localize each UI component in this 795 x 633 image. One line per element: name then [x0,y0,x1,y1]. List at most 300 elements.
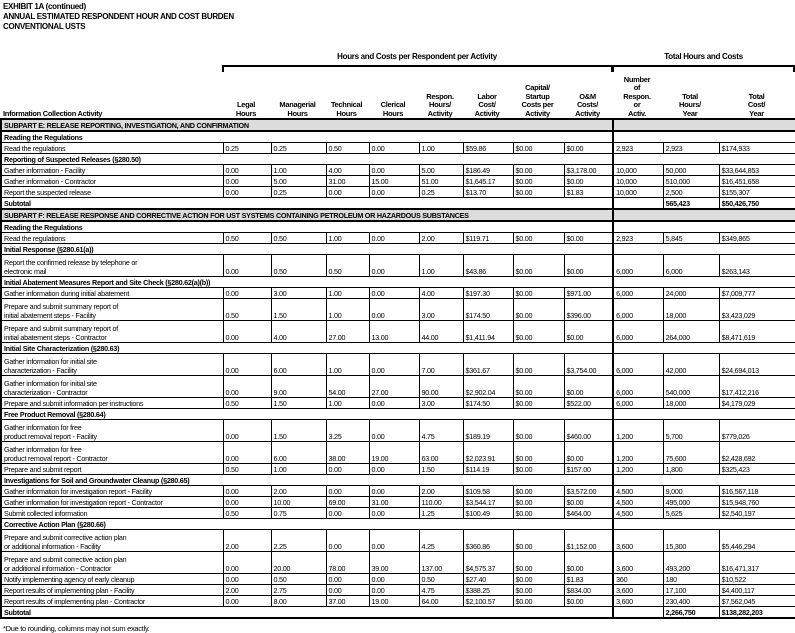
value-cell: $1,645.17 [463,176,513,187]
value-cell: 10,000 [613,187,663,198]
value-cell: 0.50 [326,255,369,277]
value-cell: 5,625 [663,508,719,519]
value-cell: 0.00 [223,321,271,343]
table-row [1,233,795,244]
value-cell: 0.00 [369,187,419,198]
value-cell: 6,000 [613,288,663,299]
column-header-line: Activity [575,108,600,118]
value-cell: 3,600 [613,585,663,596]
column-header [662,70,718,118]
activity-cell [1,574,223,585]
value-cell: 1.00 [271,165,326,176]
value-cell: 15.00 [369,176,419,187]
activity-cell [1,464,223,475]
value-cell: 1.00 [326,288,369,299]
column-header-line: Activity [427,108,453,118]
value-cell: 1.50 [271,398,326,409]
value-cell: $0.00 [513,255,564,277]
value-cell: $7,009,777 [719,288,795,299]
group-blank [613,131,795,143]
value-cell: 2.25 [271,530,326,552]
value-cell: 2.00 [419,233,463,244]
group-blank [613,343,795,354]
activity-text: Report results of implementing plan - Facility [4,586,135,595]
value-cell: 0.00 [223,255,271,277]
value-cell: 495,000 [663,497,719,508]
activity-cell [1,354,223,376]
activity-cell [1,420,223,442]
value-cell: $8,471,619 [719,321,795,343]
value-cell: 17,100 [663,585,719,596]
activity-text: Report results of implementing plan - Contractor [4,597,146,606]
value-cell: 1.00 [271,464,326,475]
value-cell: 0.00 [223,442,271,464]
value-cell: 6,000 [613,354,663,376]
value-cell: 6.00 [271,354,326,376]
value-cell: $157.00 [564,464,613,475]
activity-cell [1,299,223,321]
activity-text: initial abatement steps - Contractor [4,333,107,342]
value-cell: 44.00 [419,321,463,343]
activity-text: Notify implementing agency of early cleanup [4,575,135,584]
value-cell: 0.00 [223,354,271,376]
value-cell: 3.00 [419,398,463,409]
value-cell: 0.00 [326,187,369,198]
value-cell: $2,100.57 [463,596,513,607]
value-cell: 137.00 [419,552,463,574]
group-blank [613,519,795,530]
subtotal-cost: $50,426,750 [719,198,795,210]
title-line: EXHIBIT 1A (continued) [3,2,86,11]
value-cell: 1.00 [326,233,369,244]
value-cell: 0.00 [326,508,369,519]
value-cell: $0.00 [513,464,564,475]
value-cell: $0.00 [513,143,564,154]
value-cell: 2,500 [663,187,719,198]
column-header-line: Technical [330,100,363,109]
value-cell: $0.00 [564,442,613,464]
value-cell: 0.00 [369,143,419,154]
value-cell: $33,644,853 [719,165,795,176]
activity-cell [1,187,223,198]
value-cell: 0.00 [369,233,419,244]
value-cell: $0.00 [564,552,613,574]
value-cell: 6,000 [613,398,663,409]
activity-text: Read the regulations [4,234,66,243]
activity-cell [1,508,223,519]
value-cell: 0.25 [271,187,326,198]
value-cell: 64.00 [419,596,463,607]
column-header [462,70,512,118]
value-cell: $0.00 [564,233,613,244]
value-cell: 0.50 [223,398,271,409]
column-header [563,70,612,118]
activity-text: Gather information during initial abatement [4,289,130,298]
value-cell: $0.00 [513,585,564,596]
value-cell: 3.00 [271,288,326,299]
group-title: Investigations for Soil and Groundwater Cleanup (§280.65) [1,475,613,486]
group-blank [613,221,795,233]
value-cell: $16,471,317 [719,552,795,574]
subpart-header-row [1,209,795,221]
value-cell: 0.00 [369,486,419,497]
value-cell: $0.00 [564,376,613,398]
value-cell: 0.00 [369,574,419,585]
footnote: *Due to rounding, columns may not sum exactly. [3,624,150,633]
group-header-row [1,343,795,354]
value-cell: 230,400 [663,596,719,607]
activity-cell [1,176,223,187]
value-cell: 0.00 [223,376,271,398]
value-cell: 8.00 [271,596,326,607]
value-cell: 0.00 [223,187,271,198]
group-blank [613,244,795,255]
activity-cell [1,486,223,497]
value-cell: 0.00 [369,299,419,321]
value-cell: 0.50 [223,508,271,519]
value-cell: $0.00 [513,176,564,187]
value-cell: 6,000 [613,376,663,398]
table-row [1,288,795,299]
value-cell: $0.00 [513,420,564,442]
group-title: Reading the Regulations [1,131,613,143]
value-cell: $0.00 [513,321,564,343]
value-cell: 0.00 [369,530,419,552]
value-cell: 1.50 [271,420,326,442]
subtotal-row [1,198,795,210]
activity-cell [1,376,223,398]
value-cell: 19.00 [369,596,419,607]
value-cell: 2.00 [419,486,463,497]
column-header-line: Respon. [623,91,651,101]
group-header-row [1,277,795,288]
value-cell: $0.00 [513,398,564,409]
group-title: Corrective Action Plan (§280.66) [1,519,613,530]
value-cell: 0.00 [369,464,419,475]
value-cell: 1.50 [419,464,463,475]
column-header-line: Managerial [279,100,316,109]
column-header [512,70,563,118]
value-cell: 18,000 [663,398,719,409]
value-cell: 3,600 [613,530,663,552]
activity-text: Gather information for investigation report - Facility [4,487,152,496]
activity-text: Report the confirmed release by telephone or [4,258,138,267]
activity-cell [1,288,223,299]
value-cell: $3,423,029 [719,299,795,321]
activity-text: Gather information - Contractor [4,177,96,186]
value-cell: 4.25 [419,530,463,552]
value-cell: 90.00 [419,376,463,398]
group-header-row [1,221,795,233]
value-cell: 4.75 [419,420,463,442]
column-header [222,70,270,118]
value-cell: 2.00 [223,585,271,596]
column-header-line: Clerical [380,100,406,109]
activity-text: Read the regulations [4,144,66,153]
subtotal-hours: 2,266,750 [663,607,719,619]
value-cell: $0.00 [513,596,564,607]
value-cell: 0.00 [369,420,419,442]
value-cell: $0.00 [513,165,564,176]
value-cell: $360.86 [463,530,513,552]
column-header-line: Startup [525,91,550,101]
value-cell: 38.00 [326,442,369,464]
table-row [1,508,795,519]
column-header [368,70,418,118]
value-cell: $189.19 [463,420,513,442]
value-cell: 4.00 [326,165,369,176]
value-cell: 0.00 [326,574,369,585]
value-cell: $3,572.00 [564,486,613,497]
table-row [1,398,795,409]
activity-cell [1,143,223,154]
value-cell: 0.25 [271,143,326,154]
table-row [1,420,795,442]
value-cell: $2,428,692 [719,442,795,464]
activity-text: Prepare and submit corrective action plan [4,555,127,564]
activity-cell [1,321,223,343]
table-row [1,165,795,176]
value-cell: $4,575.37 [463,552,513,574]
value-cell: $0.00 [513,187,564,198]
value-cell: 75,600 [663,442,719,464]
title-line: ANNUAL ESTIMATED RESPONDENT HOUR AND COST BURDEN [3,12,234,21]
value-cell: 360 [613,574,663,585]
activity-cell [1,398,223,409]
column-header-line: Activ. [627,108,647,118]
table-row [1,574,795,585]
value-cell: 2.75 [271,585,326,596]
per-activity-group-header: Hours and Costs per Respondent per Activity [337,52,497,61]
value-cell: $0.00 [564,176,613,187]
value-cell: 0.50 [419,574,463,585]
activity-text: Prepare and submit corrective action plan [4,533,127,542]
value-cell: 1.50 [271,299,326,321]
value-cell: $263,143 [719,255,795,277]
subpart-blank [613,209,795,221]
value-cell: 10.00 [271,497,326,508]
value-cell: 6.00 [271,442,326,464]
value-cell: $0.00 [513,497,564,508]
value-cell: $1.83 [564,574,613,585]
value-cell: 54.00 [326,376,369,398]
value-cell: 0.25 [223,143,271,154]
value-cell: $3,178.00 [564,165,613,176]
value-cell: 6,000 [613,321,663,343]
value-cell: 0.00 [326,486,369,497]
value-cell: $17,412,216 [719,376,795,398]
value-cell: $0.00 [564,497,613,508]
value-cell: $1,411.94 [463,321,513,343]
group-title: Reading the Regulations [1,221,613,233]
value-cell: 0.00 [369,354,419,376]
value-cell: $155,307 [719,187,795,198]
value-cell: 5.00 [419,165,463,176]
column-header-line: Year [749,108,764,118]
value-cell: $174.50 [463,398,513,409]
value-cell: 0.00 [223,176,271,187]
activity-text: Gather information - Facility [4,166,86,175]
value-cell: $59.86 [463,143,513,154]
table-row [1,187,795,198]
value-cell: $325,423 [719,464,795,475]
value-cell: 39.00 [369,552,419,574]
value-cell: $2,540,197 [719,508,795,519]
subpart-header-row [1,119,795,131]
column-header-line: Hours [382,108,404,118]
value-cell: 0.75 [271,508,326,519]
value-cell: $460.00 [564,420,613,442]
value-cell: $13.70 [463,187,513,198]
value-cell: 0.50 [223,233,271,244]
column-header [325,70,368,118]
column-header-line: Hours/ [429,100,451,109]
value-cell: $361.67 [463,354,513,376]
value-cell: $349,865 [719,233,795,244]
subpart-title: SUBPART F: RELEASE RESPONSE AND CORRECTIVE ACTION FOR UST SYSTEMS CONTAINING PETROLEUM OR HAZARDOUS SUBSTANCES [1,209,613,221]
value-cell: 1,200 [613,420,663,442]
value-cell: 110.00 [419,497,463,508]
column-header-line: Hours/ [679,100,701,109]
table-row [1,486,795,497]
value-cell: 1.00 [419,143,463,154]
activity-cell [1,442,223,464]
value-cell: $971.00 [564,288,613,299]
value-cell: $16,451,658 [719,176,795,187]
value-cell: 4,500 [613,497,663,508]
column-header-line: Labor [477,91,497,101]
value-cell: $3,754.00 [564,354,613,376]
subtotal-label: Subtotal [1,198,613,210]
activity-text: characterization - Facility [4,366,77,375]
activity-text: electronic mail [4,267,47,276]
column-header-line: Respon. [426,91,454,101]
value-cell: 78.00 [326,552,369,574]
value-cell: 0.00 [326,530,369,552]
value-cell: 0.00 [369,398,419,409]
value-cell: 264,000 [663,321,719,343]
value-cell: $0.00 [513,508,564,519]
value-cell: 4,500 [613,486,663,497]
value-cell: 37.00 [326,596,369,607]
value-cell: $1,152.00 [564,530,613,552]
value-cell: $109.58 [463,486,513,497]
activity-cell [1,552,223,574]
value-cell: $4,400,117 [719,585,795,596]
value-cell: $0.00 [513,574,564,585]
activity-text: or additional information - Contractor [4,564,112,573]
column-header-line: Number [623,74,651,84]
column-header-line: Activity [525,108,550,118]
value-cell: 10,000 [613,176,663,187]
value-cell: $0.00 [513,442,564,464]
group-blank [613,154,795,165]
column-header-line: Activity [474,108,500,118]
activity-text: Gather information for initial site [4,357,97,366]
activity-text: Prepare and submit report [4,465,82,474]
value-cell: 3,600 [613,552,663,574]
activity-text: Prepare and submit summary report of [4,302,119,311]
value-cell: 493,200 [663,552,719,574]
group-blank [613,409,795,420]
value-cell: 31.00 [326,176,369,187]
column-header [612,70,662,118]
value-cell: 0.00 [223,486,271,497]
table-row [1,376,795,398]
column-header [3,70,225,118]
value-cell: $0.00 [564,143,613,154]
value-cell: 2.00 [271,486,326,497]
activity-cell [1,530,223,552]
activity-cell [1,233,223,244]
subtotal-cost: $138,282,203 [719,607,795,619]
column-header-line: Costs per [521,100,554,109]
value-cell: 42,000 [663,354,719,376]
value-cell: $4,179,029 [719,398,795,409]
value-cell: $0.00 [513,299,564,321]
value-cell: $174.50 [463,299,513,321]
value-cell: $0.00 [513,354,564,376]
subtotal-blank [613,607,663,619]
table-area [0,118,795,633]
value-cell: 2,923 [613,233,663,244]
burden-table [0,118,795,619]
table-row [1,321,795,343]
value-cell: 0.00 [369,255,419,277]
value-cell: $186.49 [463,165,513,176]
activity-cell [1,585,223,596]
value-cell: 0.50 [223,464,271,475]
table-row [1,530,795,552]
value-cell: $834.00 [564,585,613,596]
column-header-line: Information Collection Activity [3,108,103,118]
value-cell: 63.00 [419,442,463,464]
value-cell: 19.00 [369,442,419,464]
table-row [1,354,795,376]
column-header-line: Costs/ [576,100,599,109]
value-cell: 1,200 [613,442,663,464]
value-cell: 24,000 [663,288,719,299]
exhibit-title [3,2,234,32]
value-cell: 69.00 [326,497,369,508]
activity-cell [1,165,223,176]
value-cell: 50,000 [663,165,719,176]
table-row [1,585,795,596]
value-cell: $100.49 [463,508,513,519]
value-cell: 5,845 [663,233,719,244]
table-row [1,255,795,277]
value-cell: 6,000 [663,255,719,277]
value-cell: 4,500 [613,508,663,519]
value-cell: 27.00 [369,376,419,398]
value-cell: 51.00 [419,176,463,187]
group-header-row [1,131,795,143]
value-cell: 510,000 [663,176,719,187]
value-cell: $114.19 [463,464,513,475]
table-row [1,596,795,607]
table-row [1,299,795,321]
column-header [270,70,325,118]
value-cell: 0.00 [223,420,271,442]
group-title: Initial Abatement Measures Report and Site Check (§280.62(a)(b)) [1,277,613,288]
table-row [1,464,795,475]
subpart-blank [613,119,795,131]
subtotal-row [1,607,795,619]
column-header-line: or [633,100,641,109]
table-row [1,552,795,574]
value-cell: 0.25 [419,187,463,198]
value-cell: 9,000 [663,486,719,497]
